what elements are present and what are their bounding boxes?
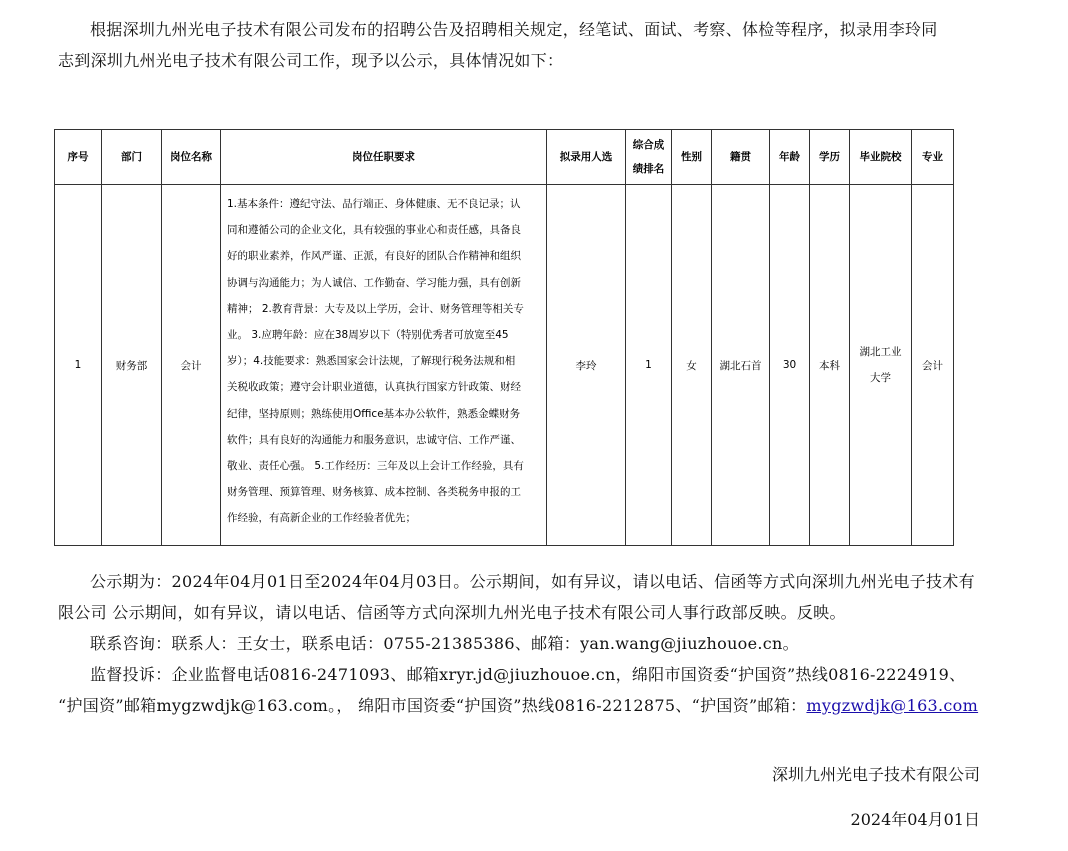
header-education: 学历 bbox=[810, 130, 850, 185]
notice-period-line-1: 公示期为：2024年04月01日至2024年04月03日。公示期间，如有异议，请以电话、信函等方式向深圳九州光电子技术有 bbox=[90, 572, 975, 591]
cell-rank: 1 bbox=[626, 185, 672, 546]
req-line: 好的职业素养，作风严谨、正派，有良好的团队合作精神和组织 bbox=[227, 250, 521, 263]
cell-gender: 女 bbox=[672, 185, 712, 546]
cell-no: 1 bbox=[55, 185, 102, 546]
header-no: 序号 bbox=[55, 130, 102, 185]
req-line: 纪律，坚持原则；熟练使用Office基本办公软件，熟悉金蝶财务 bbox=[227, 407, 521, 420]
notice-paragraph bbox=[58, 566, 978, 721]
school-line-2: 大学 bbox=[870, 372, 891, 384]
cell-requirements bbox=[221, 185, 547, 546]
header-rank bbox=[626, 130, 672, 185]
header-origin: 籍贯 bbox=[712, 130, 770, 185]
hiring-table bbox=[54, 129, 954, 546]
cell-position: 会计 bbox=[162, 185, 221, 546]
contact-line: 联系咨询：联系人：王女士，联系电话：0755-21385386、邮箱：yan.wang@jiuzhouoe.cn。 bbox=[90, 634, 799, 653]
cell-age: 30 bbox=[770, 185, 810, 546]
complaint-email-link[interactable]: mygzwdjk@163.com bbox=[806, 696, 979, 715]
req-line: 岁）；4.技能要求：熟悉国家会计法规，了解现行税务法规和相 bbox=[227, 355, 516, 368]
table-row bbox=[55, 185, 954, 546]
req-line: 1.基本条件：遵纪守法、品行端正、身体健康、无不良记录；认 bbox=[227, 198, 521, 210]
req-line: 作经验，有高新企业的工作经验者优先； bbox=[227, 512, 416, 525]
cell-candidate: 李玲 bbox=[547, 185, 626, 546]
school-line-1: 湖北工业 bbox=[859, 346, 902, 358]
cell-origin: 湖北石首 bbox=[712, 185, 770, 546]
intro-line-1: 根据深圳九州光电子技术有限公司发布的招聘公告及招聘相关规定，经笔试、面试、考察、体检等程序，拟录用李玲同 bbox=[90, 20, 938, 39]
req-line: 财务管理、预算管理、财务核算、成本控制、各类税务申报的工 bbox=[227, 486, 521, 499]
complaint-line-2-text: “护国资”邮箱mygzwdjk@163.com。， 绵阳市国资委“护国资”热线0816-2212875、“护国资”邮箱： bbox=[58, 696, 807, 715]
header-school: 毕业院校 bbox=[850, 130, 912, 185]
req-line: 协调与沟通能力；为人诚信、工作勤奋、学习能力强，具有创新 bbox=[227, 276, 521, 289]
complaint-line-2 bbox=[58, 690, 978, 721]
req-line: 同和遵循公司的企业文化，具有较强的事业心和责任感，具备良 bbox=[227, 224, 521, 237]
header-candidate: 拟录用人选 bbox=[547, 130, 626, 185]
req-line: 精神； 2.教育背景：大专及以上学历，会计、财务管理等相关专 bbox=[227, 302, 524, 315]
cell-school bbox=[850, 185, 912, 546]
header-major: 专业 bbox=[912, 130, 954, 185]
cell-major: 会计 bbox=[912, 185, 954, 546]
header-gender: 性别 bbox=[672, 130, 712, 185]
intro-paragraph bbox=[58, 14, 938, 76]
complaint-line-1: 监督投诉：企业监督电话0816-2471093、邮箱xryr.jd@jiuzhouoe.cn，绵阳市国资委“护国资”热线0816-2224919、 bbox=[90, 665, 966, 684]
header-rank-line-1: 综合成 bbox=[632, 139, 665, 151]
req-line: 软件；具有良好的沟通能力和服务意识，忠诚守信、工作严谨、 bbox=[227, 433, 521, 446]
signature-company: 深圳九州光电子技术有限公司 bbox=[771, 765, 980, 784]
header-position: 岗位名称 bbox=[162, 130, 221, 185]
req-line: 关税收政策；遵守会计职业道德，认真执行国家方针政策、财经 bbox=[227, 381, 521, 394]
signature-date: 2024年04月01日 bbox=[850, 810, 980, 829]
header-requirements: 岗位任职要求 bbox=[221, 130, 547, 185]
intro-line-2: 志到深圳九州光电子技术有限公司工作，现予以公示，具体情况如下： bbox=[58, 51, 564, 70]
cell-education: 本科 bbox=[810, 185, 850, 546]
header-age: 年龄 bbox=[770, 130, 810, 185]
req-line: 业。 3.应聘年龄：应在38周岁以下（特别优秀者可放宽至45 bbox=[227, 329, 509, 342]
notice-period-line-2: 限公司 公示期间，如有异议，请以电话、信函等方式向深圳九州光电子技术有限公司人事行政部反映。反映。 bbox=[58, 603, 846, 622]
req-line: 敬业、责任心强。 5.工作经历：三年及以上会计工作经验，具有 bbox=[227, 460, 524, 473]
cell-dept: 财务部 bbox=[102, 185, 162, 546]
table-header-row bbox=[55, 130, 954, 185]
header-dept: 部门 bbox=[102, 130, 162, 185]
header-rank-line-2: 绩排名 bbox=[632, 163, 665, 175]
